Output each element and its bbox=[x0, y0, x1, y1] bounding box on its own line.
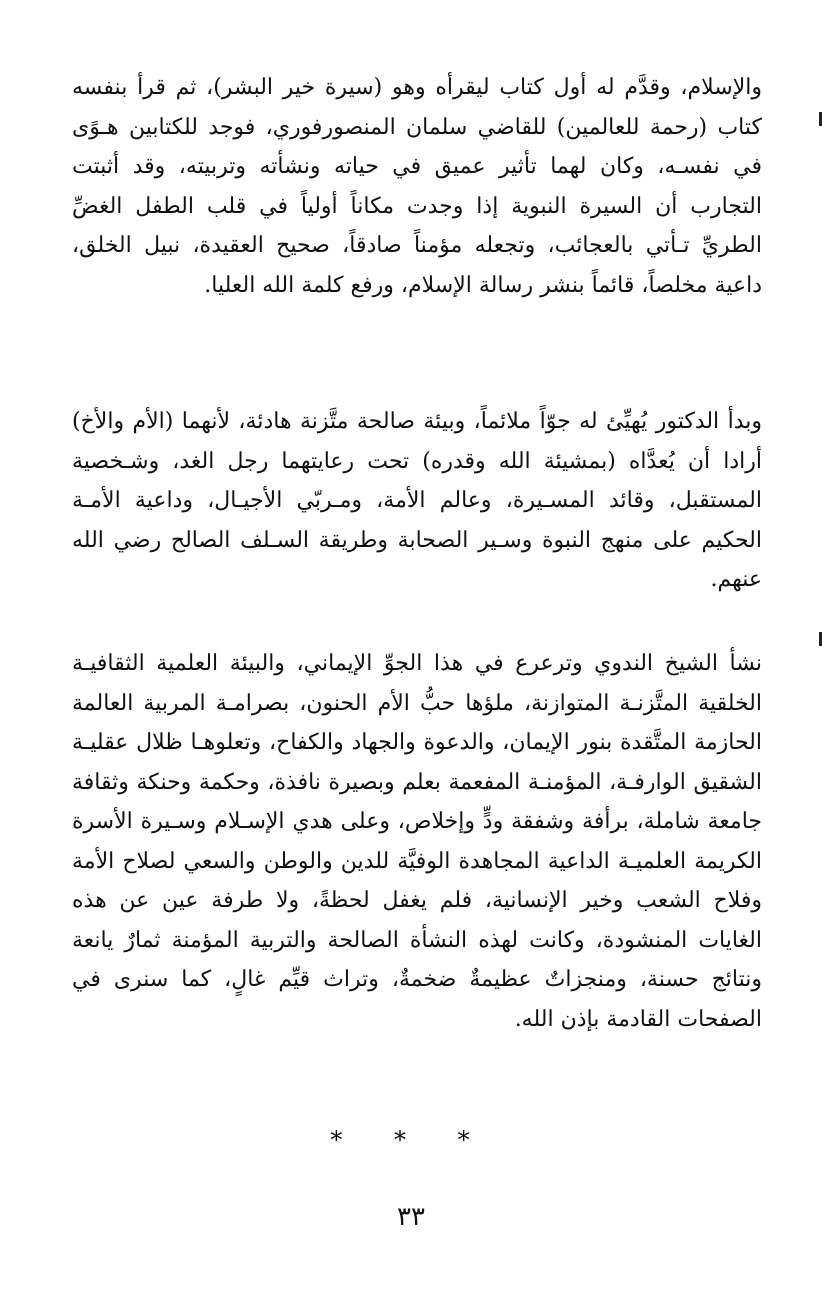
page-number: ٣٣ bbox=[397, 1202, 425, 1232]
paragraph-2: وبدأ الدكتور يُهيِّئ له جوّاً ملائماً، وبيئة صالحة متَّزنة هادئة، لأنهما (الأم والأخ) أرادا أن يُعدَّاه (بمشيئة الله وقدره) تحت رعايتهما رجل الغد، وشـخصية المستقبل، وقائد المسـيرة، وعالم الأمة، ومـربّي الأجيـال، وداعية الأمـة الحكيم على منهج النبوة وسـير الصحابة وطريقة السـلف الصالح رضي الله عنهم. bbox=[72, 409, 762, 592]
section-divider: * * * bbox=[330, 1126, 492, 1154]
paragraph-3: نشأ الشيخ الندوي وترعرع في هذا الجوِّ الإيماني، والبيئة العلمية الثقافيـة الخلقية المتَّزنـة المتوازنة، ملؤها حبُّ الأم الحنون، بصرامـة المربية العالمة الحازمة المتَّقدة بنور الإيمان، والدعوة والجهاد والكفاح، وتعلوهـا ظلال عقليـة الشقيق الوارفـة، المؤمنـة المفعمة بعلم وبصيرة نافذة، وحكمة وحنكة وثقافة جامعة شاملة، برأفة وشفقة ودٍّ وإخلاص، وعلى هدي الإسـلام وسـيرة الأسرة الكريمة العلميـة الداعية المجاهدة الوفيَّة للدين والوطن والسعي لصلاح الأمة وفلاح الشعب وخير الإنسانية، فلم يغفل لحظةً، ولا طرفة عين عن هذه الغايات المنشودة، وكانت لهذه النشأة الصالحة والتربية المؤمنة ثمارٌ يانعة ونتائج حسنة، ومنجزاتٌ عظيمةٌ ضخمةٌ، وتراث قيِّم غالٍ، كما سنرى في الصفحات القادمة بإذن الله. bbox=[72, 651, 763, 1032]
paragraph-1: والإسلام، وقدَّم له أول كتاب ليقرأه وهو (سيرة خير البشر)، ثم قرأ بنفسه كتاب (رحمة للعالمين) للقاضي سلمان المنصورفوري، فوجد للكتابين هـوًى في نفسـه، وكان لهما تأثير عميق في حياته ونشأته وتربيته، وقد أثبتت التجارب أن السيرة النبوية إذا وجدت مكاناً أولياً في قلب الطفل الغضِّ الطريِّ تـأتي بالعجائب، وتجعله مؤمناً صادقاً، صحيح العقيدة، نبيل الخلق، داعية مخلصاً، قائماً بنشر رسالة الإسلام، ورفع كلمة الله العليا. bbox=[72, 75, 762, 298]
